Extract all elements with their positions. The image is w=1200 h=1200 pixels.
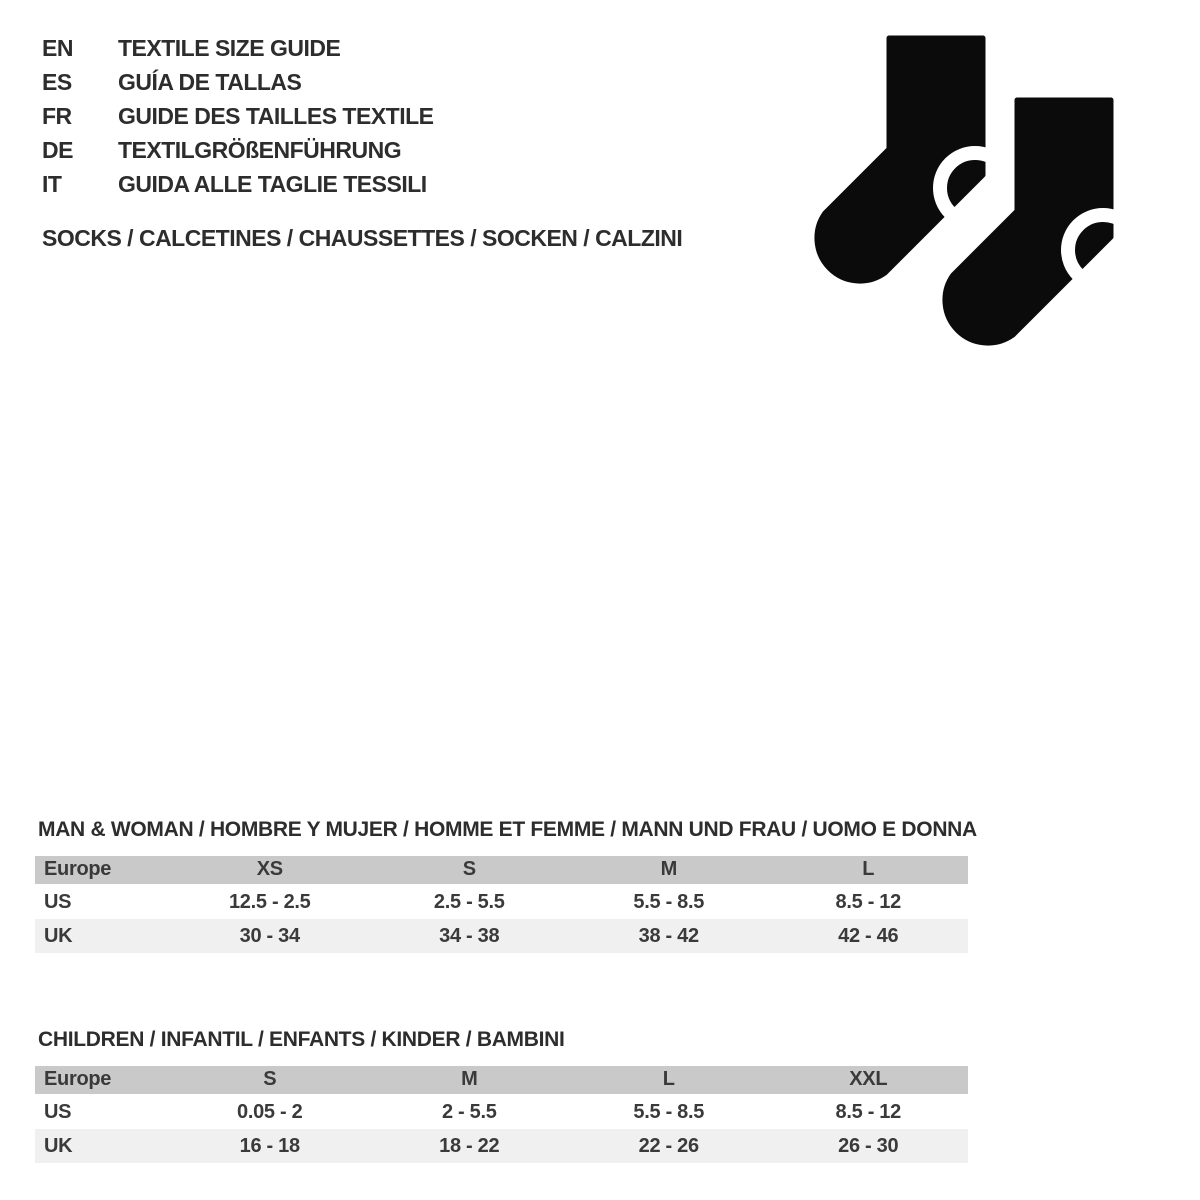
size-range-cell: 2 - 5.5 bbox=[441, 1101, 497, 1124]
size-table-header-row bbox=[35, 1066, 968, 1095]
size-range-cell: 2.5 - 5.5 bbox=[433, 891, 505, 914]
language-label: TEXTILGRÖßENFÜHRUNG bbox=[118, 136, 402, 163]
size-table-row bbox=[35, 919, 968, 953]
size-range-cell: 5.5 - 8.5 bbox=[633, 891, 705, 914]
language-list bbox=[42, 31, 434, 201]
size-table-row bbox=[35, 885, 968, 919]
region-cell: UK bbox=[44, 924, 73, 947]
size-column-header: L bbox=[862, 858, 875, 881]
size-column-header: XXL bbox=[849, 1068, 888, 1091]
size-column-header: Europe bbox=[44, 1068, 112, 1091]
language-row bbox=[42, 65, 434, 99]
language-label: GUIDA ALLE TAGLIE TESSILI bbox=[118, 170, 427, 197]
size-column-header: L bbox=[662, 1068, 675, 1091]
language-row bbox=[42, 99, 434, 133]
size-table-title-children: CHILDREN / INFANTIL / ENFANTS / KINDER / BAMBINI bbox=[38, 1028, 565, 1051]
size-range-cell: 22 - 26 bbox=[638, 1134, 699, 1157]
size-table-block-adults bbox=[35, 818, 977, 953]
size-column-header: M bbox=[461, 1068, 478, 1091]
size-column-header: M bbox=[660, 858, 677, 881]
size-table-block-children bbox=[35, 1028, 968, 1163]
size-range-cell: 5.5 - 8.5 bbox=[633, 1101, 705, 1124]
size-table-header-row bbox=[35, 856, 968, 885]
size-range-cell: 26 - 30 bbox=[838, 1134, 899, 1157]
language-row bbox=[42, 133, 434, 167]
size-range-cell: 12.5 - 2.5 bbox=[228, 891, 311, 914]
language-label: GUÍA DE TALLAS bbox=[118, 68, 302, 95]
language-code: EN bbox=[42, 34, 73, 61]
language-code: FR bbox=[42, 102, 72, 129]
language-label: TEXTILE SIZE GUIDE bbox=[118, 34, 341, 61]
language-row bbox=[42, 31, 434, 65]
size-range-cell: 42 - 46 bbox=[838, 924, 899, 947]
size-table-adults bbox=[35, 856, 968, 953]
language-code: DE bbox=[42, 136, 73, 163]
size-table-title-adults: MAN & WOMAN / HOMBRE Y MUJER / HOMME ET FEMME / MANN UND FRAU / UOMO E DONNA bbox=[38, 818, 977, 841]
language-label: GUIDE DES TAILLES TEXTILE bbox=[118, 102, 434, 129]
size-range-cell: 16 - 18 bbox=[239, 1134, 300, 1157]
region-cell: US bbox=[44, 1101, 72, 1124]
region-cell: UK bbox=[44, 1134, 73, 1157]
size-column-header: XS bbox=[256, 858, 283, 881]
size-column-header: S bbox=[263, 1068, 277, 1091]
language-code: IT bbox=[42, 170, 62, 197]
size-range-cell: 30 - 34 bbox=[239, 924, 300, 947]
size-table-header bbox=[35, 1066, 968, 1095]
language-code: ES bbox=[42, 68, 72, 95]
language-row bbox=[42, 167, 434, 201]
size-table-row bbox=[35, 1095, 968, 1129]
region-cell: US bbox=[44, 891, 72, 914]
size-table-row bbox=[35, 1129, 968, 1163]
socks-icon bbox=[810, 25, 1120, 355]
size-column-header: S bbox=[462, 858, 476, 881]
category-line: SOCKS / CALCETINES / CHAUSSETTES / SOCKEN / CALZINI bbox=[42, 224, 683, 251]
size-column-header: Europe bbox=[44, 858, 112, 881]
size-range-cell: 8.5 - 12 bbox=[835, 891, 901, 914]
size-range-cell: 0.05 - 2 bbox=[237, 1101, 303, 1124]
size-range-cell: 34 - 38 bbox=[439, 924, 500, 947]
size-range-cell: 38 - 42 bbox=[638, 924, 699, 947]
size-table-children bbox=[35, 1066, 968, 1163]
size-table-header bbox=[35, 856, 968, 885]
size-range-cell: 18 - 22 bbox=[439, 1134, 500, 1157]
size-range-cell: 8.5 - 12 bbox=[835, 1101, 901, 1124]
